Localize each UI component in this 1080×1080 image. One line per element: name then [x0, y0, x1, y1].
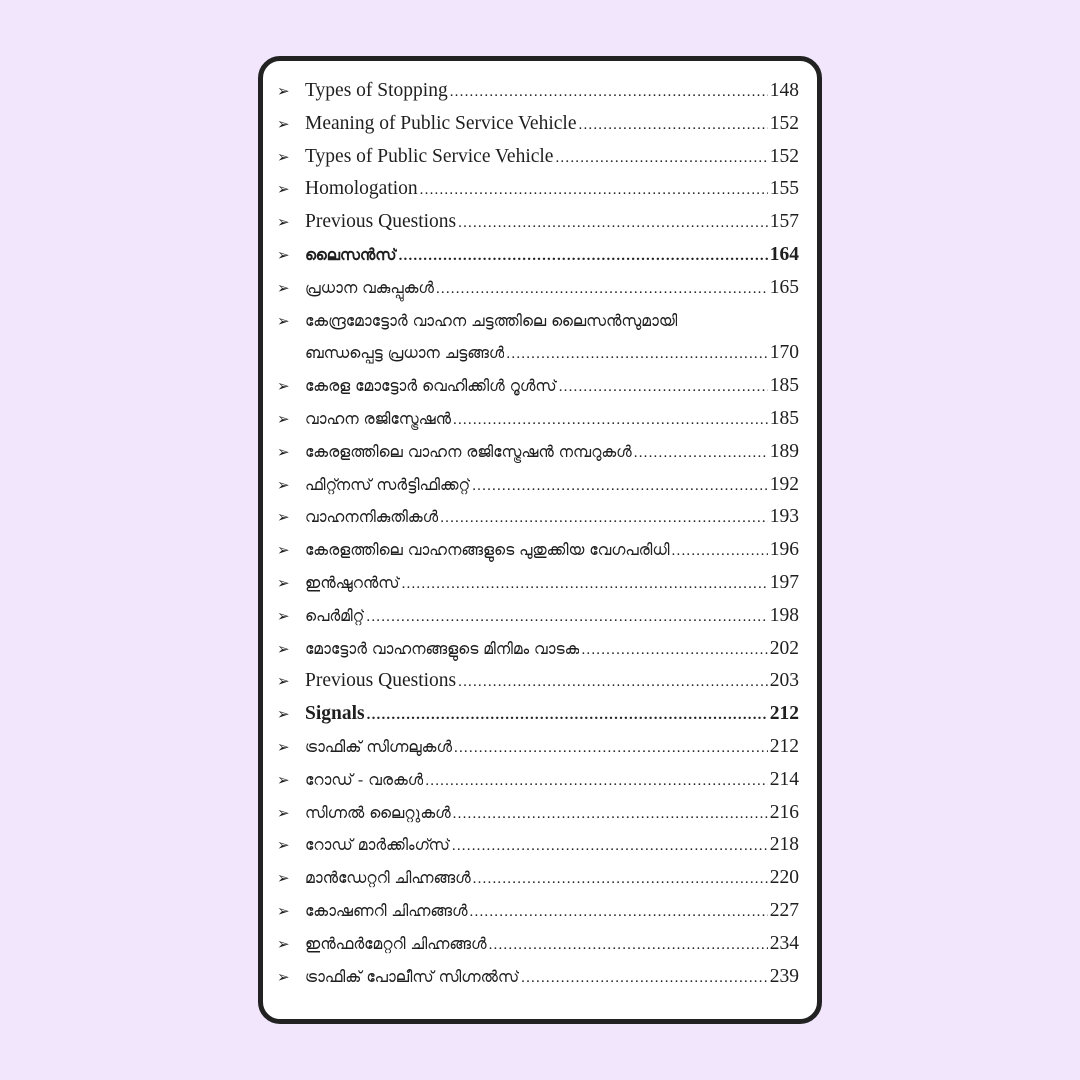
dot-leader — [470, 896, 768, 928]
dot-leader — [450, 76, 768, 108]
toc-entry[interactable] — [263, 436, 817, 469]
toc-entry-page-number: 227 — [769, 900, 799, 921]
toc-entry-title: പെർമിറ്റ് — [305, 606, 365, 625]
toc-entry-page-number: 198 — [769, 604, 799, 626]
toc-entry-page-number: 185 — [769, 408, 799, 429]
toc-entry-title: Types of Stopping — [305, 80, 448, 101]
toc-entry[interactable] — [263, 862, 817, 895]
bullet-arrow-icon: ➢ — [277, 442, 290, 461]
toc-entry[interactable] — [263, 75, 817, 108]
toc-entry-line — [305, 534, 799, 567]
toc-entry-page-number: 212 — [769, 703, 799, 725]
toc-entry-page-number: 202 — [769, 637, 799, 659]
toc-entry-line — [305, 567, 799, 600]
toc-entry[interactable] — [263, 698, 817, 731]
bullet-arrow-icon: ➢ — [277, 278, 290, 297]
dot-leader — [473, 863, 768, 895]
toc-entry-title: കേരളത്തിലെ വാഹനങ്ങളുടെ പുതുക്കിയ വേഗപരിധി — [305, 541, 670, 560]
toc-entry-page-number: 214 — [769, 768, 799, 790]
bullet-arrow-icon: ➢ — [277, 410, 290, 428]
toc-entry-page-number: 220 — [769, 867, 799, 889]
toc-entry[interactable] — [263, 797, 817, 830]
toc-entry-title: Types of Public Service Vehicle — [305, 145, 554, 167]
toc-entry-page-number: 170 — [769, 342, 799, 364]
dot-leader — [452, 830, 768, 862]
bullet-arrow-icon: ➢ — [277, 869, 290, 888]
toc-entry[interactable] — [263, 534, 817, 567]
dot-leader — [425, 765, 767, 797]
dot-leader — [472, 470, 768, 502]
toc-entry-title: ട്രാഫിക് സിഗ്നലുകൾ — [305, 738, 453, 756]
toc-entry-line — [305, 469, 799, 502]
toc-entry[interactable] — [263, 633, 817, 666]
toc-entry[interactable] — [263, 731, 817, 764]
toc-entry-page-number: 157 — [769, 211, 799, 233]
toc-entry-page-number: 234 — [769, 932, 799, 954]
dot-leader — [402, 568, 768, 600]
toc-entry-line — [305, 698, 799, 731]
dot-leader — [458, 666, 768, 698]
table-of-contents-card — [258, 56, 822, 1024]
toc-entry[interactable] — [263, 501, 817, 534]
dot-leader — [579, 109, 768, 141]
toc-entry-title: ഇൻഷുറൻസ് — [305, 574, 400, 592]
toc-entry-title: Previous Questions — [305, 670, 457, 692]
dot-leader — [440, 502, 768, 534]
toc-entry-title: വാഹനനികുതികൾ — [305, 508, 439, 527]
toc-entry-line — [305, 928, 799, 961]
dot-leader — [506, 338, 767, 370]
toc-entry-line — [305, 337, 799, 370]
bullet-arrow-icon: ➢ — [277, 606, 290, 625]
toc-entry-line — [305, 665, 799, 698]
toc-entry-title: കേരളത്തിലെ വാഹന രജിസ്ട്രേഷൻ നമ്പറുകൾ — [305, 442, 632, 461]
bullet-arrow-icon: ➢ — [277, 114, 290, 133]
toc-entry-title: സിഗ്നൽ ലൈറ്റുകൾ — [305, 803, 451, 822]
bullet-arrow-icon: ➢ — [277, 82, 290, 100]
toc-entry-line — [305, 797, 799, 830]
dot-leader — [366, 601, 767, 633]
toc-entry[interactable] — [263, 961, 817, 994]
toc-entry-line — [305, 895, 799, 928]
bullet-arrow-icon: ➢ — [277, 934, 290, 953]
toc-entry[interactable] — [263, 305, 817, 338]
toc-entry[interactable] — [263, 239, 817, 272]
toc-entry-title: ലൈസൻസ് — [305, 246, 397, 264]
toc-entry-title: റോഡ് - വരകൾ — [305, 770, 424, 789]
dot-leader — [634, 437, 768, 469]
bullet-arrow-icon: ➢ — [277, 147, 290, 166]
toc-entry[interactable] — [263, 272, 817, 305]
bullet-arrow-icon: ➢ — [277, 672, 290, 691]
toc-entry-line — [305, 370, 799, 403]
bullet-arrow-icon: ➢ — [277, 246, 290, 264]
toc-entry-title: Meaning of Public Service Vehicle — [305, 112, 577, 134]
bullet-arrow-icon: ➢ — [277, 967, 290, 986]
dot-leader — [454, 732, 768, 764]
toc-entry[interactable] — [263, 665, 817, 698]
toc-entry[interactable] — [263, 567, 817, 600]
toc-entry-page-number: 196 — [769, 539, 799, 561]
bullet-arrow-icon: ➢ — [277, 770, 290, 789]
toc-entry-page-number: 203 — [769, 670, 799, 692]
toc-entry-line — [305, 272, 799, 305]
toc-entry[interactable] — [263, 928, 817, 961]
dot-leader — [489, 929, 768, 961]
toc-entry-title: കേന്ദ്രമോട്ടോർ വാഹന ചട്ടത്തിലെ ലൈസൻസുമായി — [305, 311, 678, 330]
toc-entry[interactable] — [263, 206, 817, 239]
toc-entry[interactable] — [263, 469, 817, 502]
toc-entry-page-number: 192 — [769, 473, 799, 495]
toc-entry-page-number: 216 — [769, 801, 799, 823]
toc-entry-title: പ്രധാന വകുപ്പുകൾ — [305, 278, 434, 297]
toc-entry-line — [305, 633, 799, 666]
toc-entry-page-number: 165 — [769, 276, 799, 298]
toc-entry-title: മാൻഡേറ്ററി ചിഹ്നങ്ങൾ — [305, 869, 471, 888]
toc-entry-title: റോഡ് മാർക്കിംഗ്സ് — [305, 836, 450, 855]
bullet-arrow-icon: ➢ — [277, 475, 290, 494]
toc-entry-line — [305, 436, 799, 469]
dot-leader — [453, 798, 768, 830]
toc-entry[interactable] — [263, 895, 817, 928]
toc-entry-page-number: 148 — [769, 80, 799, 101]
bullet-arrow-icon: ➢ — [277, 180, 290, 199]
toc-entry[interactable] — [263, 764, 817, 797]
dot-leader — [458, 207, 768, 239]
toc-entry-page-number: 152 — [769, 145, 799, 167]
toc-entry-title: Signals — [305, 703, 365, 725]
bullet-arrow-icon: ➢ — [277, 639, 290, 658]
toc-entry-line — [305, 764, 799, 797]
toc-entry-page-number: 212 — [769, 736, 799, 757]
dot-leader — [453, 404, 768, 436]
toc-entry[interactable] — [263, 829, 817, 862]
bullet-arrow-icon: ➢ — [277, 836, 290, 855]
toc-entry-title: ഇൻഫർമേറ്ററി ചിഹ്നങ്ങൾ — [305, 934, 487, 953]
toc-entry-line — [305, 403, 799, 436]
toc-entry-line — [305, 600, 799, 633]
toc-entry-page-number: 197 — [769, 572, 799, 593]
toc-entry[interactable] — [263, 108, 817, 141]
dot-leader — [581, 634, 767, 666]
toc-entry-line — [305, 239, 799, 272]
dot-leader — [436, 273, 768, 305]
bullet-arrow-icon: ➢ — [277, 803, 290, 822]
toc-entry-title: കേരള മോട്ടോർ വെഹിക്കിൾ റൂൾസ് — [305, 377, 557, 396]
toc-entry-title: Homologation — [305, 178, 418, 200]
toc-entry-line — [305, 75, 799, 108]
dot-leader — [559, 371, 768, 403]
toc-entry[interactable] — [263, 403, 817, 436]
dot-leader — [399, 240, 768, 272]
toc-entry-page-number: 239 — [769, 965, 799, 987]
toc-entry-title: ട്രാഫിക് പോലീസ് സിഗ്നൽസ് — [305, 967, 520, 986]
toc-entry-line — [305, 731, 799, 764]
toc-entry[interactable] — [263, 141, 817, 174]
bullet-arrow-icon: ➢ — [277, 705, 290, 724]
toc-entry-line — [305, 829, 799, 862]
toc-entry-line — [305, 862, 799, 895]
bullet-arrow-icon: ➢ — [277, 902, 290, 920]
bullet-arrow-icon: ➢ — [277, 508, 290, 527]
dot-leader — [521, 962, 768, 994]
toc-entry-line — [305, 501, 799, 534]
toc-entry-page-number: 164 — [769, 244, 799, 265]
toc-entry-title: ഫിറ്റ്നസ് സർട്ടിഫിക്കറ്റ് — [305, 475, 471, 494]
toc-entry[interactable] — [263, 337, 817, 370]
bullet-arrow-icon: ➢ — [277, 311, 290, 330]
toc-entry[interactable] — [263, 173, 817, 206]
bullet-arrow-icon: ➢ — [277, 574, 290, 592]
bullet-arrow-icon: ➢ — [277, 738, 290, 756]
toc-entry-title: കോഷണറി ചിഹ്നങ്ങൾ — [305, 902, 468, 920]
bullet-arrow-icon: ➢ — [277, 213, 290, 232]
toc-entry-title: ബന്ധപ്പെട്ട പ്രധാന ചട്ടങ്ങൾ — [305, 344, 505, 363]
toc-entry-page-number: 189 — [769, 440, 799, 462]
toc-entry-title: Previous Questions — [305, 211, 457, 233]
toc-entry-page-number: 218 — [769, 834, 799, 856]
toc-entry-line — [305, 108, 799, 141]
bullet-arrow-icon: ➢ — [277, 541, 290, 560]
dot-leader — [672, 535, 768, 567]
toc-entry-page-number: 152 — [769, 112, 799, 134]
toc-entry-page-number: 193 — [769, 506, 799, 528]
toc-entry-line — [305, 173, 799, 206]
dot-leader — [555, 142, 767, 174]
bullet-arrow-icon: ➢ — [277, 377, 290, 396]
toc-entry-title: മോട്ടോർ വാഹനങ്ങളുടെ മിനിമം വാടക — [305, 639, 580, 658]
toc-entry-page-number: 185 — [769, 375, 799, 397]
toc-entry[interactable] — [263, 600, 817, 633]
toc-entry[interactable] — [263, 370, 817, 403]
toc-entry-line — [305, 141, 799, 174]
toc-entry-line — [305, 305, 799, 337]
toc-entry-page-number: 155 — [769, 178, 799, 200]
dot-leader — [420, 174, 768, 206]
dot-leader — [367, 699, 768, 731]
toc-entry-title: വാഹന രജിസ്ട്രേഷൻ — [305, 410, 452, 428]
toc-entry-line — [305, 961, 799, 994]
toc-entry-line — [305, 206, 799, 239]
